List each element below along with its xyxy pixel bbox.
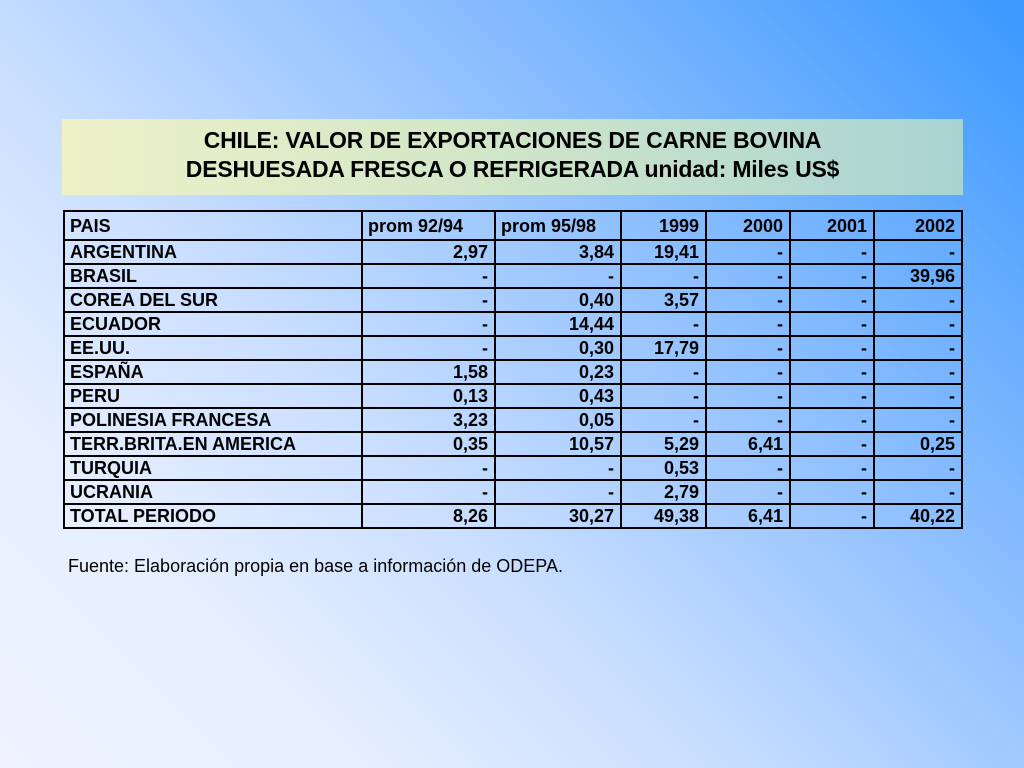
table-row bbox=[64, 504, 962, 528]
value-cell: - bbox=[706, 336, 790, 360]
value-cell: - bbox=[706, 408, 790, 432]
country-cell: EE.UU. bbox=[64, 336, 362, 360]
value-cell: 0,40 bbox=[495, 288, 621, 312]
value-cell: - bbox=[706, 360, 790, 384]
value-cell: 1,58 bbox=[362, 360, 495, 384]
value-cell: 0,53 bbox=[621, 456, 706, 480]
value-cell: - bbox=[621, 360, 706, 384]
value-cell: - bbox=[874, 456, 962, 480]
value-cell: 17,79 bbox=[621, 336, 706, 360]
value-cell: 2,79 bbox=[621, 480, 706, 504]
value-cell: - bbox=[790, 240, 874, 264]
value-cell: - bbox=[362, 336, 495, 360]
country-cell: PERU bbox=[64, 384, 362, 408]
value-cell: - bbox=[874, 288, 962, 312]
value-cell: - bbox=[874, 312, 962, 336]
value-cell: 0,05 bbox=[495, 408, 621, 432]
country-cell: POLINESIA FRANCESA bbox=[64, 408, 362, 432]
table-row bbox=[64, 264, 962, 288]
header-cell-pais: PAIS bbox=[64, 211, 362, 240]
value-cell: 3,57 bbox=[621, 288, 706, 312]
value-cell: - bbox=[790, 312, 874, 336]
value-cell: - bbox=[790, 456, 874, 480]
value-cell: 3,23 bbox=[362, 408, 495, 432]
value-cell: - bbox=[874, 384, 962, 408]
value-cell: - bbox=[790, 264, 874, 288]
table-row bbox=[64, 360, 962, 384]
value-cell: - bbox=[874, 408, 962, 432]
value-cell: - bbox=[362, 456, 495, 480]
value-cell: - bbox=[362, 312, 495, 336]
value-cell: - bbox=[706, 456, 790, 480]
value-cell: - bbox=[362, 264, 495, 288]
value-cell: - bbox=[706, 288, 790, 312]
value-cell: - bbox=[790, 408, 874, 432]
table-row bbox=[64, 240, 962, 264]
value-cell: 2,97 bbox=[362, 240, 495, 264]
country-cell: ESPAÑA bbox=[64, 360, 362, 384]
country-cell: ARGENTINA bbox=[64, 240, 362, 264]
header-cell-prom-92-94: prom 92/94 bbox=[362, 211, 495, 240]
value-cell: - bbox=[621, 384, 706, 408]
country-cell: TOTAL PERIODO bbox=[64, 504, 362, 528]
value-cell: 8,26 bbox=[362, 504, 495, 528]
header-cell-prom-95-98: prom 95/98 bbox=[495, 211, 621, 240]
country-cell: TURQUIA bbox=[64, 456, 362, 480]
country-cell: BRASIL bbox=[64, 264, 362, 288]
value-cell: 39,96 bbox=[874, 264, 962, 288]
value-cell: - bbox=[706, 480, 790, 504]
value-cell: - bbox=[362, 288, 495, 312]
header-cell-2002: 2002 bbox=[874, 211, 962, 240]
value-cell: 3,84 bbox=[495, 240, 621, 264]
value-cell: - bbox=[790, 432, 874, 456]
value-cell: 5,29 bbox=[621, 432, 706, 456]
value-cell: - bbox=[790, 360, 874, 384]
value-cell: 10,57 bbox=[495, 432, 621, 456]
header-cell-2001: 2001 bbox=[790, 211, 874, 240]
value-cell: 0,43 bbox=[495, 384, 621, 408]
value-cell: - bbox=[790, 504, 874, 528]
title-line-1: CHILE: VALOR DE EXPORTACIONES DE CARNE BOVINA bbox=[203, 127, 822, 153]
value-cell: 6,41 bbox=[706, 504, 790, 528]
value-cell: 30,27 bbox=[495, 504, 621, 528]
value-cell: - bbox=[495, 456, 621, 480]
value-cell: 40,22 bbox=[874, 504, 962, 528]
value-cell: - bbox=[621, 312, 706, 336]
country-cell: UCRANIA bbox=[64, 480, 362, 504]
value-cell: - bbox=[621, 264, 706, 288]
value-cell: - bbox=[362, 480, 495, 504]
table-row bbox=[64, 384, 962, 408]
slide-title bbox=[62, 119, 963, 195]
table-row bbox=[64, 312, 962, 336]
value-cell: - bbox=[790, 384, 874, 408]
value-cell: - bbox=[495, 264, 621, 288]
table-body bbox=[64, 211, 962, 528]
table-row bbox=[64, 432, 962, 456]
value-cell: 6,41 bbox=[706, 432, 790, 456]
table-row bbox=[64, 336, 962, 360]
value-cell: - bbox=[874, 480, 962, 504]
value-cell: - bbox=[706, 240, 790, 264]
table-row bbox=[64, 456, 962, 480]
country-cell: TERR.BRITA.EN AMERICA bbox=[64, 432, 362, 456]
value-cell: 19,41 bbox=[621, 240, 706, 264]
value-cell: - bbox=[495, 480, 621, 504]
value-cell: 14,44 bbox=[495, 312, 621, 336]
exports-table bbox=[63, 210, 963, 529]
value-cell: 0,13 bbox=[362, 384, 495, 408]
header-cell-1999: 1999 bbox=[621, 211, 706, 240]
header-cell-2000: 2000 bbox=[706, 211, 790, 240]
value-cell: - bbox=[874, 336, 962, 360]
table-row bbox=[64, 480, 962, 504]
country-cell: COREA DEL SUR bbox=[64, 288, 362, 312]
title-line-2: DESHUESADA FRESCA O REFRIGERADA unidad: Miles US$ bbox=[185, 156, 840, 182]
value-cell: - bbox=[790, 336, 874, 360]
country-cell: ECUADOR bbox=[64, 312, 362, 336]
source-note: Fuente: Elaboración propia en base a información de ODEPA. bbox=[68, 556, 563, 576]
value-cell: 0,25 bbox=[874, 432, 962, 456]
value-cell: - bbox=[706, 384, 790, 408]
value-cell: - bbox=[621, 408, 706, 432]
value-cell: 0,30 bbox=[495, 336, 621, 360]
table-row bbox=[64, 288, 962, 312]
value-cell: 0,23 bbox=[495, 360, 621, 384]
table-row bbox=[64, 408, 962, 432]
value-cell: - bbox=[874, 360, 962, 384]
value-cell: - bbox=[874, 240, 962, 264]
table-header-row bbox=[64, 211, 962, 240]
value-cell: - bbox=[706, 264, 790, 288]
value-cell: - bbox=[790, 288, 874, 312]
value-cell: - bbox=[706, 312, 790, 336]
value-cell: 49,38 bbox=[621, 504, 706, 528]
value-cell: - bbox=[790, 480, 874, 504]
value-cell: 0,35 bbox=[362, 432, 495, 456]
